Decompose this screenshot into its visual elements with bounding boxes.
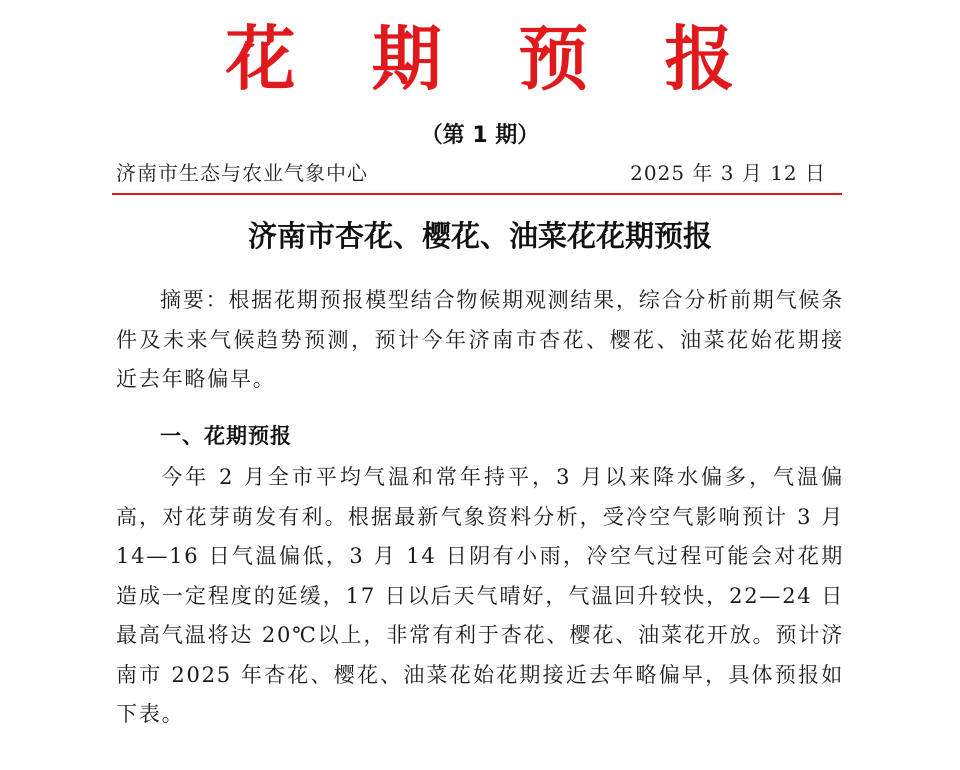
issuer-name: 济南市生态与农业气象中心	[116, 161, 368, 185]
masthead-title: 花 期 预 报	[225, 18, 761, 100]
issue-date: 2025 年 3 月 12 日	[630, 161, 826, 185]
issue-number: （第 1 期）	[420, 123, 540, 148]
forecast-text: 今年 2 月全市平均气温和常年持平，3 月以来降水偏多，气温偏高，对花芽萌发有利。根据最新气象资料分析，受冷空气影响预计 3 月 14—16 日气温偏低，3 月 14 日阴有小雨，冷空气过程可能会对花期造成一定程度的延缓，17 日以后天气晴好，气温回升较快，22—24 日最高气温将达 20℃以上，非常有利于杏花、樱花、油菜花开放。预计济南市 2025 年杏花、樱花、油菜花始花期接近去年略偏早，具体预报如下表。	[116, 465, 844, 726]
forecast-paragraph	[116, 458, 844, 735]
abstract-paragraph	[116, 281, 844, 400]
abstract-text: 摘要：根据花期预报模型结合物候期观测结果，综合分析前期气候条件及未来气候趋势预测，预计今年济南市杏花、樱花、油菜花始花期接近去年略偏早。	[116, 288, 844, 391]
red-divider-line	[112, 193, 842, 195]
document-title: 济南市杏花、樱花、油菜花花期预报	[247, 219, 712, 253]
section-heading: 一、花期预报	[160, 424, 292, 448]
